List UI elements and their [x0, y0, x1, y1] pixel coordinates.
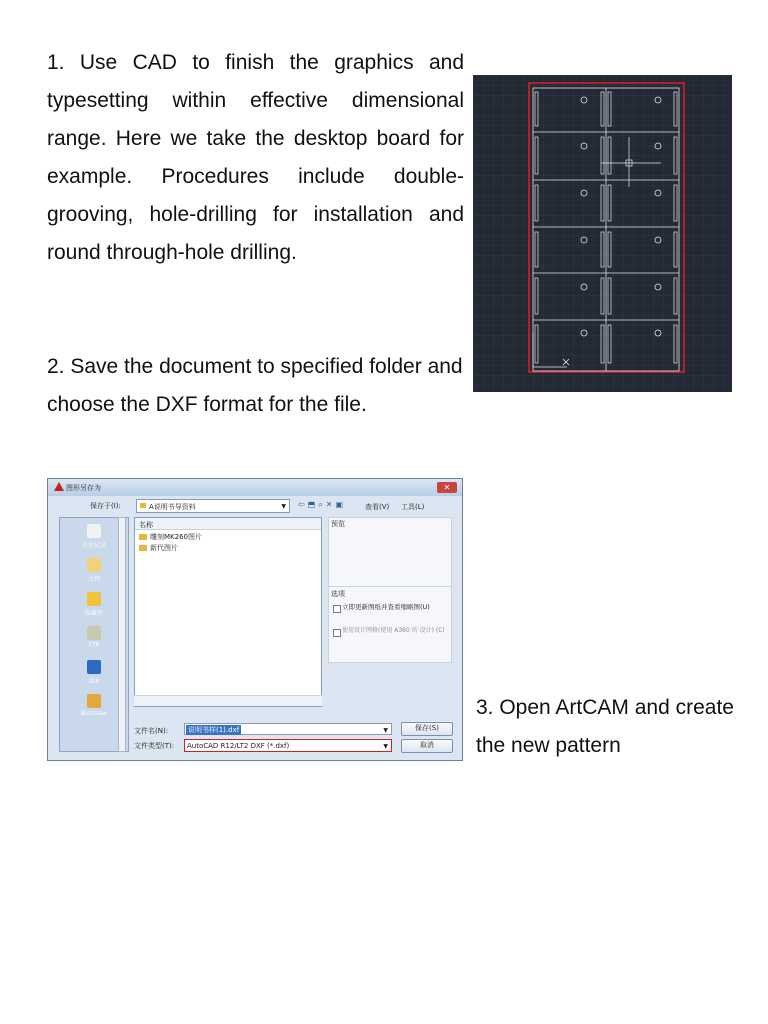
save-in-value: A说明书导资料 [149, 503, 196, 511]
ftp-icon [87, 626, 101, 640]
place-desktop-label: 桌面 [87, 678, 100, 685]
places-scrollbar[interactable] [118, 517, 126, 752]
dialog-titlebar[interactable] [48, 479, 462, 496]
preview-label: 预览 [331, 520, 345, 528]
close-icon: ✕ [443, 483, 451, 492]
documents-icon [87, 558, 101, 572]
chevron-down-icon: ▼ [383, 743, 388, 750]
favorites-icon [87, 592, 101, 606]
option-design-feed-checkbox[interactable] [333, 629, 341, 637]
view-menu[interactable]: 查看(V) [365, 503, 390, 511]
list-item[interactable] [139, 532, 202, 542]
save-button[interactable]: 保存(S) [401, 722, 453, 736]
filename-value: 说明书样(1).dxf [188, 726, 240, 734]
place-favorites-label: 收藏夹 [84, 610, 103, 617]
dialog-title: 图形另存为 [66, 484, 101, 492]
back-icon[interactable]: ⇦ [298, 500, 308, 509]
close-button[interactable] [437, 482, 457, 493]
filename-label: 文件名(N): [134, 727, 169, 735]
autocad-app-icon [54, 482, 64, 491]
desktop-icon [87, 660, 101, 674]
buzzsaw-icon [87, 694, 101, 708]
place-history-label: 历史记录 [81, 542, 106, 549]
search-icon[interactable]: ⌕ [318, 500, 326, 509]
filetype-value: AutoCAD R12/LT2 DXF (*.dxf) [187, 742, 290, 750]
up-folder-icon[interactable]: ⬒ [307, 500, 319, 509]
column-header[interactable] [135, 518, 321, 530]
options-label: 选项 [331, 590, 345, 598]
file-list-hscrollbar[interactable] [134, 695, 322, 706]
chevron-down-icon: ▼ [281, 503, 286, 510]
cancel-button[interactable]: 取消 [401, 739, 453, 753]
filename-input[interactable] [184, 723, 392, 735]
filetype-label: 文件类型(T): [134, 742, 175, 750]
history-icon [87, 524, 101, 538]
place-ftp-label: FTP [88, 642, 100, 649]
step-1-text: 1. Use CAD to finish the graphics and typesetting within effective dimensional range. Here we take the desktop board for example. Procedures include double-grooving, hole-drilling for installation and round through-hole drilling. [47, 51, 464, 264]
file-name: 雕刻MK260图片 [150, 533, 202, 541]
list-item[interactable] [139, 543, 178, 553]
place-documents-label: 文档 [87, 576, 100, 583]
save-in-select[interactable] [136, 499, 290, 513]
folder-icon [139, 545, 147, 551]
filetype-select[interactable] [184, 739, 392, 752]
cad-drawing [473, 75, 732, 392]
option-update-thumbnail-checkbox[interactable] [333, 605, 341, 613]
preview-panel [328, 517, 452, 591]
delete-icon[interactable]: ✕ [325, 500, 336, 509]
file-list[interactable] [134, 517, 322, 707]
step-2-text: 2. Save the document to specified folder and choose the DXF format for the file. [47, 355, 463, 416]
tools-menu[interactable]: 工具(L) [401, 503, 425, 511]
option-update-thumbnail-label: 立即更新图纸并查看缩略图(U) [342, 603, 430, 611]
column-name: 名称 [139, 521, 153, 529]
cad-drawing-image [473, 75, 732, 392]
new-folder-icon[interactable]: ▣ [335, 500, 347, 509]
folder-icon [140, 503, 146, 508]
folder-icon [139, 534, 147, 540]
options-panel [328, 586, 452, 663]
option-design-feed-label: 使用设计网格(使用 A360 的 设计) (C) [342, 627, 445, 634]
place-buzzsaw-label: Buzzsaw [81, 710, 107, 717]
save-as-dialog [47, 478, 463, 761]
toolbar-icons[interactable] [298, 500, 346, 510]
step-3-text: 3. Open ArtCAM and create the new pattern [476, 696, 734, 757]
chevron-down-icon: ▼ [383, 727, 388, 734]
save-in-label: 保存于(I): [90, 502, 121, 510]
file-name: 新代图片 [150, 544, 178, 552]
